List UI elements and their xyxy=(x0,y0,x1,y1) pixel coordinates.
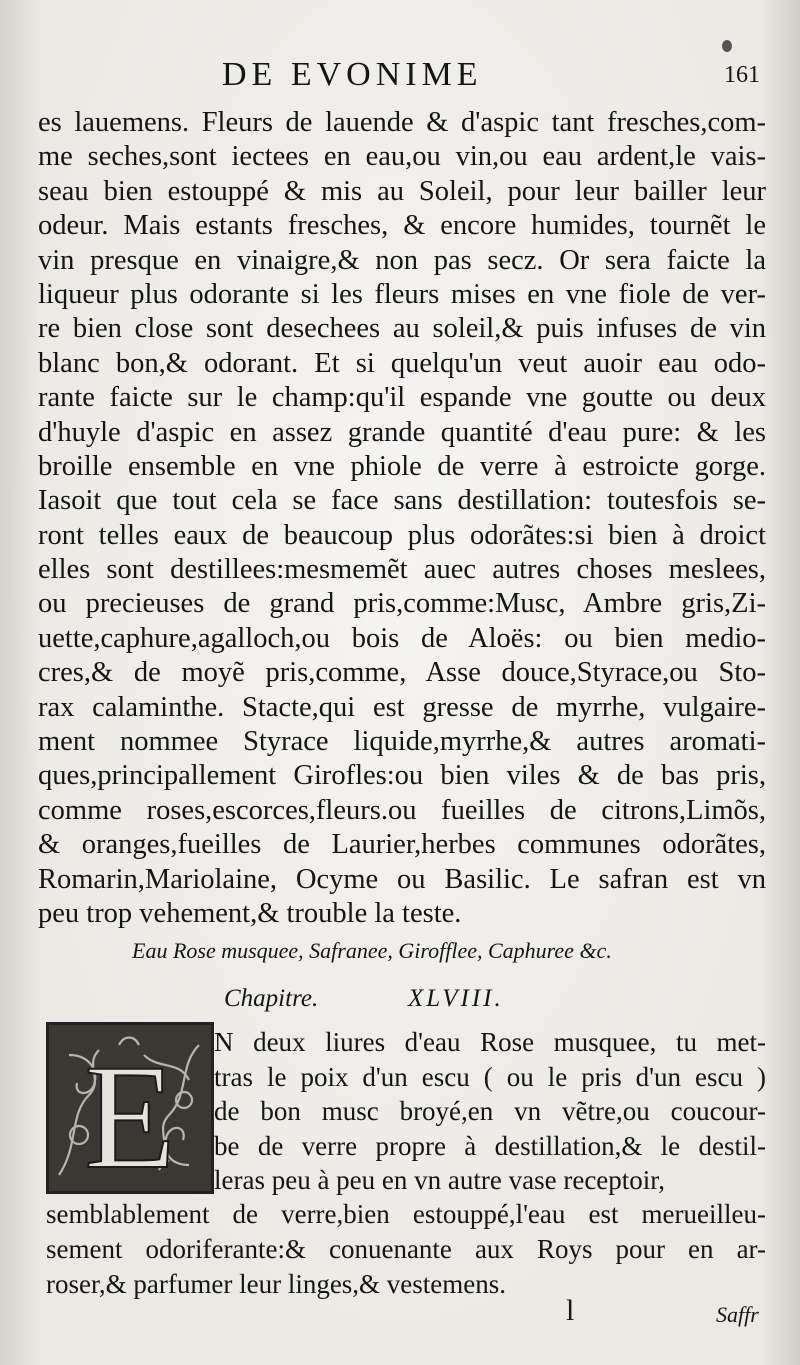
running-title: DE EVONIME xyxy=(222,56,483,93)
text-line: peu trop vehement,& trouble la teste. xyxy=(38,897,462,929)
text-line: semblablement de verre,bien estouppé,l'eau est merueilleu- xyxy=(46,1199,766,1229)
initial-letter-glyph: E xyxy=(84,1034,176,1191)
text-line: be de verre propre à destillation,& le destil- xyxy=(214,1130,766,1161)
text-line: blanc bon,& odorant. Et si quelqu'un veut auoir eau odo- xyxy=(38,347,766,379)
text-line: Romarin,Mariolaine, Ocyme ou Basilic. Le safran est vn xyxy=(38,863,766,895)
text-line: ment nommee Styrace liquide,myrrhe,& autres aromati- xyxy=(38,726,766,758)
text-line: rante faicte sur le champ:qu'il espande vne goutte ou deux xyxy=(38,382,766,414)
text-line: N deux liures d'eau Rose musquee, tu met- xyxy=(214,1027,766,1057)
section-subtitle: Eau Rose musquee, Safranee, Girofflee, Caphuree &c. xyxy=(132,938,612,963)
paragraph-2-full xyxy=(46,1197,766,1302)
text-line: odeur. Mais estants fresches, & encore humides, tournẽt le xyxy=(38,210,766,242)
text-line: broille ensemble en vne phiole de verre à estroicte gorge. xyxy=(38,450,766,482)
text-line: d'huyle d'aspic en assez grande quantité d'eau pure: & les xyxy=(38,416,766,448)
chapter-label: Chapitre. xyxy=(224,985,319,1012)
paragraph-2-indented xyxy=(214,1025,766,1198)
text-line: Iasoit que tout cela se face sans destillation: toutesfois se- xyxy=(38,485,766,517)
ornamental-initial-e-icon xyxy=(49,1025,211,1191)
paragraph-1 xyxy=(38,106,766,931)
text-line: comme roses,escorces,fleurs.ou fueilles de citrons,Limõs, xyxy=(38,794,766,826)
catchword: Saffr xyxy=(716,1302,759,1327)
text-line: de bon musc broyé,en vn vẽtre,ou coucour- xyxy=(214,1096,766,1126)
text-line: sement odoriferante:& conuenante aux Roys pour en ar- xyxy=(46,1234,766,1264)
page-header xyxy=(210,56,760,96)
text-line: rax calaminthe. Stacte,qui est gresse de myrrhe, vulgaire- xyxy=(38,691,766,723)
text-line: re bien close sont desechees au soleil,& puis infuses de vin xyxy=(38,313,766,345)
signature-mark: l xyxy=(566,1294,575,1327)
text-line: ou precieuses de grand pris,comme:Musc, Ambre gris,Zi- xyxy=(38,588,766,620)
chapter-number: XLVIII. xyxy=(408,985,504,1012)
text-line: seau bien estouppé & mis au Soleil, pour leur bailler leur xyxy=(38,175,766,207)
page-number: 161 xyxy=(724,62,760,88)
text-line: leras peu à peu en vn autre vase receptoir, xyxy=(214,1165,665,1195)
decorated-initial-letter xyxy=(46,1022,214,1194)
text-line: liqueur plus odorante si les fleurs mises en vne fiole de ver- xyxy=(38,278,766,310)
ink-speck xyxy=(722,40,732,52)
text-line: me seches,sont iectees en eau,ou vin,ou eau ardent,le vais- xyxy=(38,141,766,173)
text-line: uette,caphure,agalloch,ou bois de Aloës: ou bien medio- xyxy=(38,622,766,654)
text-line: es lauemens. Fleurs de lauende & d'aspic tant fresches,com- xyxy=(38,107,766,138)
text-line: tras le poix d'un escu ( ou le pris d'un escu ) xyxy=(214,1061,766,1092)
text-line: vin presque en vinaigre,& non pas secz. Or sera faicte la xyxy=(38,244,766,276)
text-line: roser,& parfumer leur linges,& vestemens. xyxy=(46,1269,507,1299)
text-line: ques,principallement Girofles:ou bien viles & de bas pris, xyxy=(38,760,766,792)
text-line: & oranges,fueilles de Laurier,herbes communes odorãtes, xyxy=(38,829,766,861)
text-line: ront telles eaux de beaucoup plus odorãtes:si bien à droict xyxy=(38,519,766,551)
text-line: elles sont destillees:mesmemẽt auec autres choses meslees, xyxy=(38,554,766,586)
text-line: cres,& de moyẽ pris,comme, Asse douce,Styrace,ou Sto- xyxy=(38,657,766,689)
